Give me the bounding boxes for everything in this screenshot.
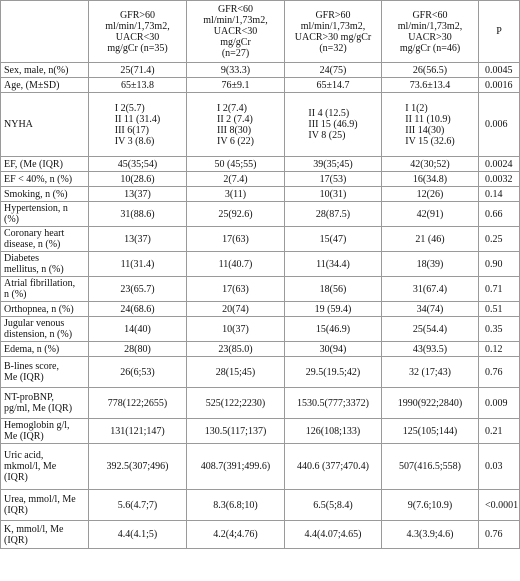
cell-group-2: 17(63)	[187, 227, 285, 252]
header-group-1: GFR>60 ml/min/1,73m2, UACR<30 mg/gCr (n=35)	[89, 1, 187, 63]
cell-group-2: 3(11)	[187, 187, 285, 202]
header-group-2: GFR<60 ml/min/1,73m2, UACR<30 mg/gCr (n=27)	[187, 1, 285, 63]
row-label: Hemoglobin g/l, Me (IQR)	[1, 419, 89, 444]
cell-group-1: 13(37)	[89, 187, 187, 202]
cell-group-3: 126(108;133)	[285, 419, 382, 444]
cell-group-2: 20(74)	[187, 302, 285, 317]
cell-group-1: 10(28.6)	[89, 172, 187, 187]
cell-group-4: 21 (46)	[382, 227, 479, 252]
cell-group-3: 4.4(4.07;4.65)	[285, 521, 382, 549]
table-row	[1, 388, 520, 419]
header-p-value: P	[479, 1, 520, 63]
cell-p-value: 0.51	[479, 302, 520, 317]
row-label: Edema, n (%)	[1, 342, 89, 357]
cell-group-2: 2(7.4)	[187, 172, 285, 187]
cell-group-4: 9(7.6;10.9)	[382, 490, 479, 521]
cell-group-1: 131(121;147)	[89, 419, 187, 444]
cell-group-2: 17(63)	[187, 277, 285, 302]
row-label: EF < 40%, n (%)	[1, 172, 89, 187]
cell-p-value: 0.66	[479, 202, 520, 227]
cell-group-1: 23(65.7)	[89, 277, 187, 302]
cell-p-value: 0.0016	[479, 78, 520, 93]
header-row	[1, 1, 520, 63]
cell-p-value: 0.03	[479, 444, 520, 490]
cell-group-4: I 1(2) II 11 (10.9) III 14(30) IV 15 (32.6)	[405, 102, 455, 147]
cell-group-1: 65±13.8	[89, 78, 187, 93]
table-row	[1, 252, 520, 277]
table-row	[1, 277, 520, 302]
cell-group-4: 73.6±13.4	[382, 78, 479, 93]
table-row	[1, 357, 520, 388]
cell-group-4: 42(30;52)	[382, 157, 479, 172]
row-label: Sex, male, n(%)	[1, 63, 89, 78]
row-label: Age, (M±SD)	[1, 78, 89, 93]
table-row	[1, 342, 520, 357]
row-label: Orthopnea, n (%)	[1, 302, 89, 317]
cell-p-value: 0.0024	[479, 157, 520, 172]
table-row	[1, 419, 520, 444]
cell-group-4: 43(93.5)	[382, 342, 479, 357]
cell-group-4: 32 (17;43)	[382, 357, 479, 388]
row-label: NT-proBNP, pg/ml, Me (IQR)	[1, 388, 89, 419]
cell-group-1: 14(40)	[89, 317, 187, 342]
table-row-nyha	[1, 93, 520, 157]
cell-group-3: 1530.5(777;3372)	[285, 388, 382, 419]
table-row	[1, 187, 520, 202]
cell-p-value: 0.71	[479, 277, 520, 302]
cell-group-4: 34(74)	[382, 302, 479, 317]
cell-group-1: 45(35;54)	[89, 157, 187, 172]
row-label: Hypertension, n (%)	[1, 202, 89, 227]
cell-group-4: 4.3(3.9;4.6)	[382, 521, 479, 549]
cell-group-4: 25(54.4)	[382, 317, 479, 342]
cell-group-3: II 4 (12.5) III 15 (46.9) IV 8 (25)	[308, 108, 358, 141]
cell-group-1: 11(31.4)	[89, 252, 187, 277]
cell-group-2: 525(122;2230)	[187, 388, 285, 419]
cell-p-value: 0.0045	[479, 63, 520, 78]
cell-p-value: 0.76	[479, 357, 520, 388]
cell-group-1: 24(68.6)	[89, 302, 187, 317]
header-group-3: GFR>60 ml/min/1,73m2, UACR>30 mg/gCr (n=32)	[285, 1, 382, 63]
cell-group-3: 39(35;45)	[285, 157, 382, 172]
cell-group-1: 4.4(4.1;5)	[89, 521, 187, 549]
cell-group-1: 778(122;2655)	[89, 388, 187, 419]
table-row	[1, 172, 520, 187]
cell-group-3: 17(53)	[285, 172, 382, 187]
cell-group-1: I 2(5.7) II 11 (31.4) III 6(17) IV 3 (8.6)	[114, 102, 161, 147]
cell-group-1: 31(88.6)	[89, 202, 187, 227]
cell-p-value: 0.90	[479, 252, 520, 277]
cell-group-4: 125(105;144)	[382, 419, 479, 444]
row-label: Uric acid, mkmol/l, Me (IQR)	[1, 444, 89, 490]
table-row	[1, 202, 520, 227]
cell-group-1: 13(37)	[89, 227, 187, 252]
table-row	[1, 157, 520, 172]
cell-group-3: 15(46.9)	[285, 317, 382, 342]
cell-group-4: 1990(922;2840)	[382, 388, 479, 419]
cell-group-1: 392.5(307;496)	[89, 444, 187, 490]
row-label: Jugular venous distension, n (%)	[1, 317, 89, 342]
table-row	[1, 490, 520, 521]
cell-group-3: 24(75)	[285, 63, 382, 78]
cell-group-4: 12(26)	[382, 187, 479, 202]
row-label: Coronary heart disease, n (%)	[1, 227, 89, 252]
cell-group-3: 65±14.7	[285, 78, 382, 93]
cell-group-1: 26(6;53)	[89, 357, 187, 388]
cell-group-2: 23(85.0)	[187, 342, 285, 357]
cell-p-value: 0.35	[479, 317, 520, 342]
row-label: B-lines score, Me (IQR)	[1, 357, 89, 388]
cell-group-2: 10(37)	[187, 317, 285, 342]
cell-p-value: 0.12	[479, 342, 520, 357]
cell-group-4: 18(39)	[382, 252, 479, 277]
cell-p-value: 0.21	[479, 419, 520, 444]
table-row	[1, 227, 520, 252]
table-row	[1, 444, 520, 490]
cell-group-2: 408.7(391;499.6)	[187, 444, 285, 490]
cell-p-value: 0.009	[479, 388, 520, 419]
cell-p-value: 0.14	[479, 187, 520, 202]
cell-p-value: <0.0001	[479, 490, 520, 521]
cell-p-value: 0.76	[479, 521, 520, 549]
cell-group-4: 16(34.8)	[382, 172, 479, 187]
cell-group-3: 29.5(19.5;42)	[285, 357, 382, 388]
cell-group-2: 11(40.7)	[187, 252, 285, 277]
cell-group-4: 31(67.4)	[382, 277, 479, 302]
cell-p-value: 0.25	[479, 227, 520, 252]
cell-group-3: 15(47)	[285, 227, 382, 252]
cell-group-2: 130.5(117;137)	[187, 419, 285, 444]
cell-group-2: 28(15;45)	[187, 357, 285, 388]
row-label: NYHA	[1, 93, 89, 157]
cell-group-3: 6.5(5;8.4)	[285, 490, 382, 521]
cell-group-3: 11(34.4)	[285, 252, 382, 277]
cell-group-3: 10(31)	[285, 187, 382, 202]
cell-group-2: I 2(7.4) II 2 (7.4) III 8(30) IV 6 (22)	[216, 102, 255, 147]
cell-p-value: 0.006	[479, 93, 520, 157]
cell-group-2: 9(33.3)	[187, 63, 285, 78]
cell-group-2: 76±9.1	[187, 78, 285, 93]
cell-group-4: 42(91)	[382, 202, 479, 227]
table-row	[1, 317, 520, 342]
row-label: Diabetes mellitus, n (%)	[1, 252, 89, 277]
header-empty-cell	[1, 1, 89, 63]
cell-group-1: 25(71.4)	[89, 63, 187, 78]
cell-group-3: 19 (59.4)	[285, 302, 382, 317]
cell-group-4: 26(56.5)	[382, 63, 479, 78]
table-row	[1, 521, 520, 549]
table-row	[1, 302, 520, 317]
cell-group-2: 4.2(4;4.76)	[187, 521, 285, 549]
row-label: K, mmol/l, Me (IQR)	[1, 521, 89, 549]
cell-group-3: 30(94)	[285, 342, 382, 357]
cell-group-2: 25(92.6)	[187, 202, 285, 227]
row-label: Urea, mmol/l, Me (IQR)	[1, 490, 89, 521]
cell-group-4: 507(416.5;558)	[382, 444, 479, 490]
row-label: Atrial fibrillation, n (%)	[1, 277, 89, 302]
header-group-4: GFR<60 ml/min/1,73m2, UACR>30 mg/gCr (n=46)	[382, 1, 479, 63]
table-row	[1, 63, 520, 78]
cell-group-3: 440.6 (377;470.4)	[285, 444, 382, 490]
table-row	[1, 78, 520, 93]
row-label: Smoking, n (%)	[1, 187, 89, 202]
cell-p-value: 0.0032	[479, 172, 520, 187]
cell-group-3: 28(87.5)	[285, 202, 382, 227]
cell-group-1: 28(80)	[89, 342, 187, 357]
cell-group-2: 50 (45;55)	[187, 157, 285, 172]
cell-group-1: 5.6(4.7;7)	[89, 490, 187, 521]
row-label: EF, (Me (IQR)	[1, 157, 89, 172]
cell-group-3: 18(56)	[285, 277, 382, 302]
cell-group-2: 8.3(6.8;10)	[187, 490, 285, 521]
